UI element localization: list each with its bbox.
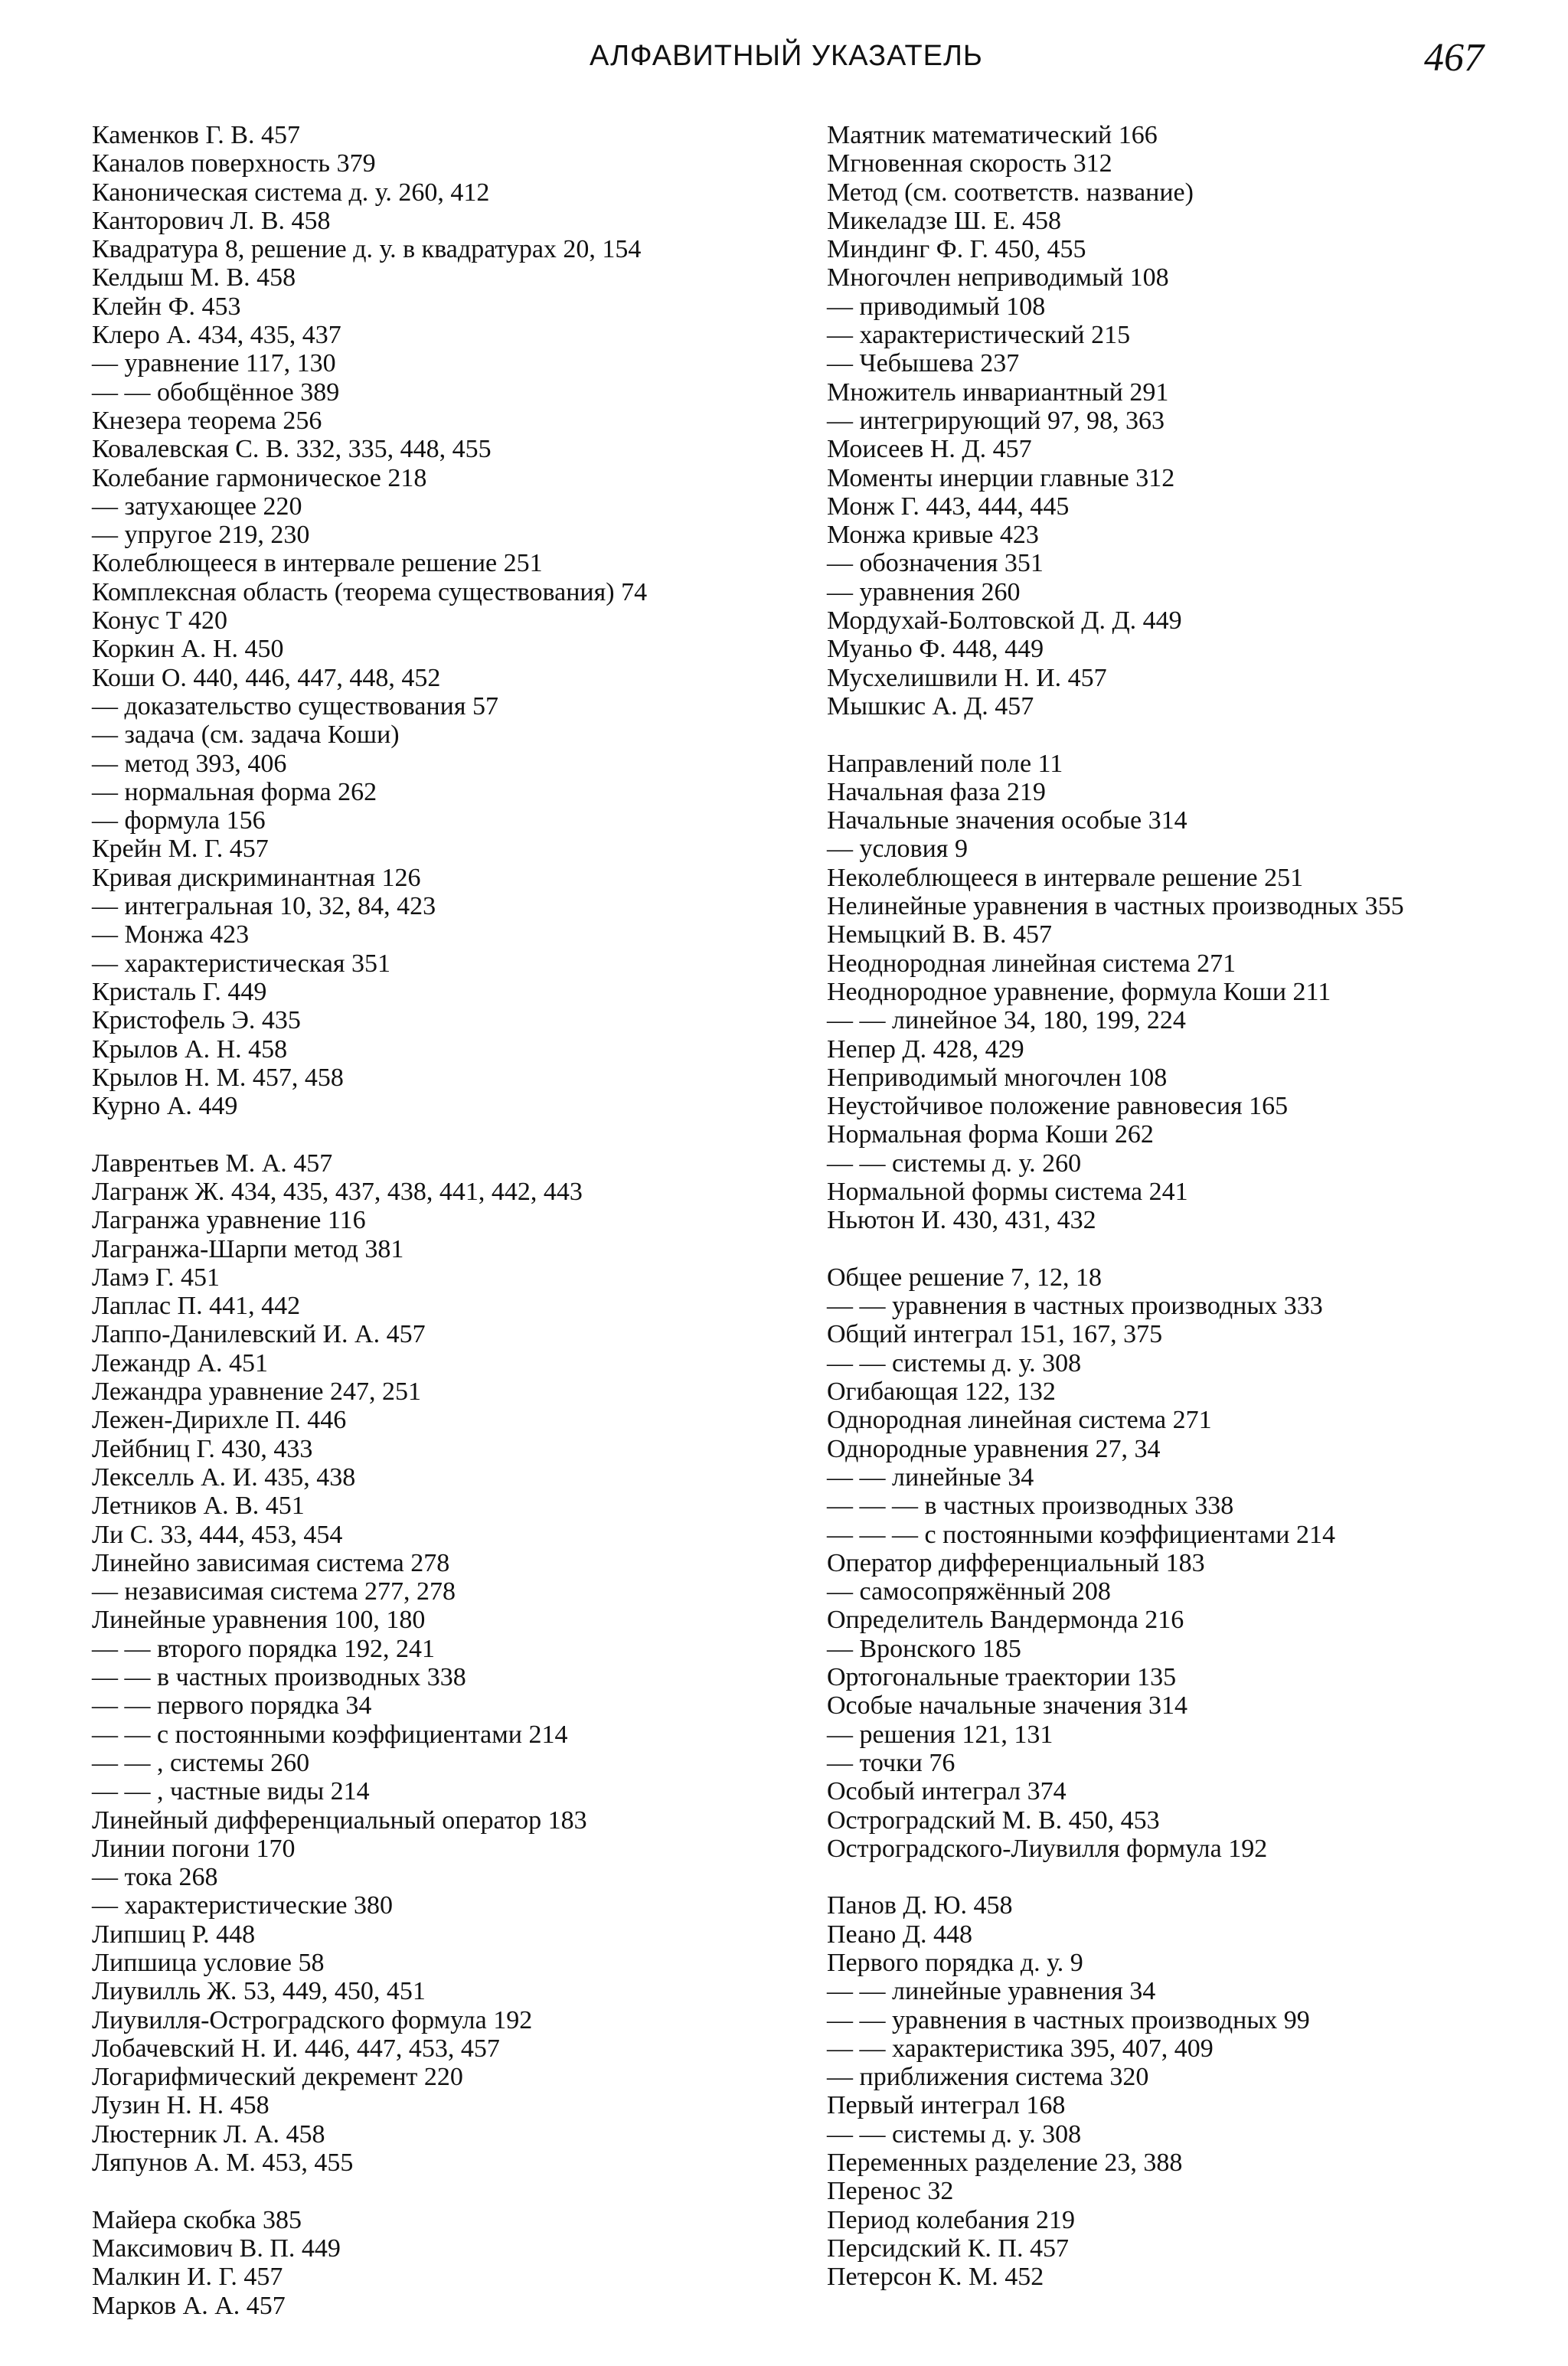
index-entry: Лежандра уравнение 247, 251 xyxy=(92,1377,421,1407)
index-entry: — доказательство существования 57 xyxy=(92,691,498,721)
index-entry: — формула 156 xyxy=(92,806,266,835)
index-entry: Лагранжа уравнение 116 xyxy=(92,1206,366,1235)
index-entry: — Монжа 423 xyxy=(92,920,250,949)
index-entry: — — уравнения в частных производных 99 xyxy=(827,2005,1310,2034)
index-entry: Каноническая система д. у. 260, 412 xyxy=(92,178,490,207)
index-entry: Кнезера теорема 256 xyxy=(92,406,322,435)
index-entry: — нормальная форма 262 xyxy=(92,777,377,806)
index-entry: — характеристический 215 xyxy=(827,321,1131,350)
index-entry: Многочлен неприводимый 108 xyxy=(827,263,1169,292)
index-entry: Неколеблющееся в интервале решение 251 xyxy=(827,863,1304,892)
index-entry: Лежандр А. 451 xyxy=(92,1348,269,1377)
index-entry: Множитель инвариантный 291 xyxy=(827,377,1169,407)
index-entry: — характеристические 380 xyxy=(92,1891,394,1920)
index-entry: Крылов А. Н. 458 xyxy=(92,1034,288,1064)
index-entry: Моисеев Н. Д. 457 xyxy=(827,435,1032,464)
index-entry: Оператор дифференциальный 183 xyxy=(827,1548,1205,1577)
index-entry: — решения 121, 131 xyxy=(827,1720,1054,1749)
index-entry: — — первого порядка 34 xyxy=(92,1691,372,1721)
index-entry: Мышкис А. Д. 457 xyxy=(827,691,1034,721)
index-entry: Лейбниц Г. 430, 433 xyxy=(92,1434,313,1463)
index-entry: Первый интеграл 168 xyxy=(827,2091,1066,2120)
index-entry: Ламэ Г. 451 xyxy=(92,1263,220,1292)
index-entry: Определитель Вандермонда 216 xyxy=(827,1606,1184,1635)
index-entry: Петерсон К. М. 452 xyxy=(827,2263,1044,2292)
index-entry: — приближения система 320 xyxy=(827,2063,1149,2092)
index-entry: Линейные уравнения 100, 180 xyxy=(92,1606,426,1635)
index-entry: — метод 393, 406 xyxy=(92,749,287,778)
page-number: 467 xyxy=(1424,36,1484,80)
index-entry: Кривая дискриминантная 126 xyxy=(92,863,421,892)
index-entry: Клейн Ф. 453 xyxy=(92,292,241,321)
index-entry: — независимая система 277, 278 xyxy=(92,1577,456,1606)
index-entry: Монжа кривые 423 xyxy=(827,521,1039,550)
index-entry: Остроградского-Лиувилля формула 192 xyxy=(827,1834,1268,1863)
index-entry: Лекселль А. И. 435, 438 xyxy=(92,1462,356,1492)
index-entry: — упругое 219, 230 xyxy=(92,521,310,550)
index-entry: Келдыш М. В. 458 xyxy=(92,263,296,292)
index-entry: Марков А. А. 457 xyxy=(92,2291,286,2320)
index-entry: Особый интеграл 374 xyxy=(827,1777,1067,1806)
index-entry: Нормальная форма Коши 262 xyxy=(827,1120,1154,1149)
index-entry: Ковалевская С. В. 332, 335, 448, 455 xyxy=(92,435,492,464)
index-column-left xyxy=(92,121,781,2320)
index-entry: — — с постоянными коэффициентами 214 xyxy=(92,1720,568,1749)
index-entry: Персидский К. П. 457 xyxy=(827,2234,1069,2263)
index-entry: — — характеристика 395, 407, 409 xyxy=(827,2034,1214,2063)
index-entry: Немыцкий В. В. 457 xyxy=(827,920,1052,949)
index-column-right xyxy=(827,121,1516,2292)
index-entry: Кристаль Г. 449 xyxy=(92,977,267,1006)
index-entry: Малкин И. Г. 457 xyxy=(92,2263,283,2292)
index-entry: Неоднородное уравнение, формула Коши 211 xyxy=(827,977,1331,1006)
index-entry: Общее решение 7, 12, 18 xyxy=(827,1263,1102,1292)
index-entry: — характеристическая 351 xyxy=(92,949,390,978)
index-entry: — интегральная 10, 32, 84, 423 xyxy=(92,892,436,921)
index-entry: Первого порядка д. у. 9 xyxy=(827,1949,1083,1977)
index-entry: Линии погони 170 xyxy=(92,1834,296,1863)
index-entry: — Чебышева 237 xyxy=(827,349,1020,378)
index-entry: Миндинг Ф. Г. 450, 455 xyxy=(827,235,1086,264)
index-entry: Лаппо-Данилевский И. А. 457 xyxy=(92,1320,426,1349)
index-entry: Монж Г. 443, 444, 445 xyxy=(827,492,1070,521)
index-entry: Непер Д. 428, 429 xyxy=(827,1034,1024,1064)
index-entry: Лаплас П. 441, 442 xyxy=(92,1292,301,1321)
index-entry: — задача (см. задача Коши) xyxy=(92,721,400,750)
index-entry: Начальная фаза 219 xyxy=(827,777,1046,806)
index-entry: — — второго порядка 192, 241 xyxy=(92,1634,435,1663)
index-entry: — — — с постоянными коэффициентами 214 xyxy=(827,1520,1335,1549)
index-entry: Лиувилль Ж. 53, 449, 450, 451 xyxy=(92,1977,426,2006)
index-entry: Коркин А. Н. 450 xyxy=(92,635,284,664)
index-entry: Майера скобка 385 xyxy=(92,2205,302,2234)
index-entry: Летников А. В. 451 xyxy=(92,1492,305,1521)
index-entry: — тока 268 xyxy=(92,1863,218,1892)
index-entry: — — , системы 260 xyxy=(92,1748,310,1777)
index-entry: Курно А. 449 xyxy=(92,1092,238,1121)
running-title: АЛФАВИТНЫЙ УКАЗАТЕЛЬ xyxy=(590,40,983,72)
index-entry: Особые начальные значения 314 xyxy=(827,1691,1187,1721)
index-entry: Линейно зависимая система 278 xyxy=(92,1548,450,1577)
index-entry: — точки 76 xyxy=(827,1748,956,1777)
index-entry: Нормальной формы система 241 xyxy=(827,1177,1188,1206)
index-entry: Крейн М. Г. 457 xyxy=(92,835,269,864)
index-entry: Переменных разделение 23, 388 xyxy=(827,2149,1183,2178)
index-entry: Кристофель Э. 435 xyxy=(92,1006,301,1035)
index-entry: Комплексная область (теорема существования) 74 xyxy=(92,577,648,606)
index-entry: Перенос 32 xyxy=(827,2177,954,2206)
index-entry: Направлений поле 11 xyxy=(827,749,1063,778)
index-entry: Лиувилля-Остроградского формула 192 xyxy=(92,2005,533,2034)
index-entry: — приводимый 108 xyxy=(827,292,1046,321)
index-entry: — — системы д. у. 308 xyxy=(827,1348,1082,1377)
index-entry: Метод (см. соответств. название) xyxy=(827,178,1194,207)
index-entry: Лаврентьев М. А. 457 xyxy=(92,1149,333,1178)
index-entry: — — — в частных производных 338 xyxy=(827,1492,1234,1521)
index-entry: — — линейное 34, 180, 199, 224 xyxy=(827,1006,1186,1035)
index-entry: Ли С. 33, 444, 453, 454 xyxy=(92,1520,343,1549)
index-entry: Общий интеграл 151, 167, 375 xyxy=(827,1320,1163,1349)
index-entry: Период колебания 219 xyxy=(827,2205,1075,2234)
index-entry: Мгновенная скорость 312 xyxy=(827,149,1112,178)
index-entry: Липшиц Р. 448 xyxy=(92,1920,256,1949)
index-entry: Колеблющееся в интервале решение 251 xyxy=(92,549,543,578)
index-entry: — самосопряжённый 208 xyxy=(827,1577,1111,1606)
index-entry: Однородная линейная система 271 xyxy=(827,1406,1212,1435)
index-entry: Каналов поверхность 379 xyxy=(92,149,376,178)
index-entry: Логарифмический декремент 220 xyxy=(92,2063,463,2092)
index-entry: Липшица условие 58 xyxy=(92,1949,325,1977)
index-entry: Муаньо Ф. 448, 449 xyxy=(827,635,1044,664)
index-entry: Огибающая 122, 132 xyxy=(827,1377,1056,1407)
index-entry: Остроградский М. В. 450, 453 xyxy=(827,1806,1160,1835)
index-entry: Коши О. 440, 446, 447, 448, 452 xyxy=(92,663,441,692)
index-entry: Ляпунов А. М. 453, 455 xyxy=(92,2149,354,2178)
index-entry: Ньютон И. 430, 431, 432 xyxy=(827,1206,1096,1235)
index-entry: — уравнение 117, 130 xyxy=(92,349,336,378)
index-entry: Крылов Н. М. 457, 458 xyxy=(92,1063,344,1092)
index-entry: Мусхелишвили Н. И. 457 xyxy=(827,663,1107,692)
index-entry: Начальные значения особые 314 xyxy=(827,806,1187,835)
index-entry: Микеладзе Ш. Е. 458 xyxy=(827,206,1062,235)
index-entry: — — , частные виды 214 xyxy=(92,1777,370,1806)
index-entry: Нелинейные уравнения в частных производных 355 xyxy=(827,892,1404,921)
index-entry: Клеро А. 434, 435, 437 xyxy=(92,321,341,350)
index-entry: Неоднородная линейная система 271 xyxy=(827,949,1236,978)
index-entry: — — уравнения в частных производных 333 xyxy=(827,1292,1323,1321)
index-entry: — — системы д. у. 260 xyxy=(827,1149,1082,1178)
index-entry: Линейный дифференциальный оператор 183 xyxy=(92,1806,587,1835)
index-entry: Лагранжа-Шарпи метод 381 xyxy=(92,1234,404,1263)
index-entry: Мордухай-Болтовской Д. Д. 449 xyxy=(827,606,1182,636)
index-entry: — интегрирующий 97, 98, 363 xyxy=(827,406,1165,435)
index-entry: — уравнения 260 xyxy=(827,577,1021,606)
index-entry: Неприводимый многочлен 108 xyxy=(827,1063,1168,1092)
index-entry: Ортогональные траектории 135 xyxy=(827,1663,1177,1692)
index-entry: Панов Д. Ю. 458 xyxy=(827,1891,1013,1920)
index-entry: — Вронского 185 xyxy=(827,1634,1021,1663)
index-entry: Неустойчивое положение равновесия 165 xyxy=(827,1092,1289,1121)
index-entry: — — системы д. у. 308 xyxy=(827,2119,1082,2149)
index-entry: Люстерник Л. А. 458 xyxy=(92,2119,325,2149)
index-entry: — затухающее 220 xyxy=(92,492,302,521)
index-entry: Каменков Г. В. 457 xyxy=(92,121,300,149)
index-entry: Маятник математический 166 xyxy=(827,121,1158,149)
index-entry: Максимович В. П. 449 xyxy=(92,2234,341,2263)
running-head xyxy=(0,36,1568,86)
index-entry: — — линейные 34 xyxy=(827,1462,1034,1492)
index-entry: Квадратура 8, решение д. у. в квадратурах 20, 154 xyxy=(92,235,642,264)
index-entry: Однородные уравнения 27, 34 xyxy=(827,1434,1161,1463)
index-entry: — обозначения 351 xyxy=(827,549,1044,578)
index-entry: Пеано Д. 448 xyxy=(827,1920,973,1949)
index-entry: — — в частных производных 338 xyxy=(92,1663,466,1692)
index-entry: Конус Т 420 xyxy=(92,606,228,636)
index-entry: Лежен-Дирихле П. 446 xyxy=(92,1406,347,1435)
index-entry: — условия 9 xyxy=(827,835,968,864)
index-entry: — — обобщённое 389 xyxy=(92,377,340,407)
index-entry: — — линейные уравнения 34 xyxy=(827,1977,1156,2006)
index-entry: Лагранж Ж. 434, 435, 437, 438, 441, 442, 443 xyxy=(92,1177,583,1206)
index-entry: Лузин Н. Н. 458 xyxy=(92,2091,270,2120)
index-entry: Канторович Л. В. 458 xyxy=(92,206,331,235)
index-entry: Колебание гармоническое 218 xyxy=(92,463,427,492)
index-entry: Моменты инерции главные 312 xyxy=(827,463,1175,492)
index-entry: Лобачевский Н. И. 446, 447, 453, 457 xyxy=(92,2034,500,2063)
